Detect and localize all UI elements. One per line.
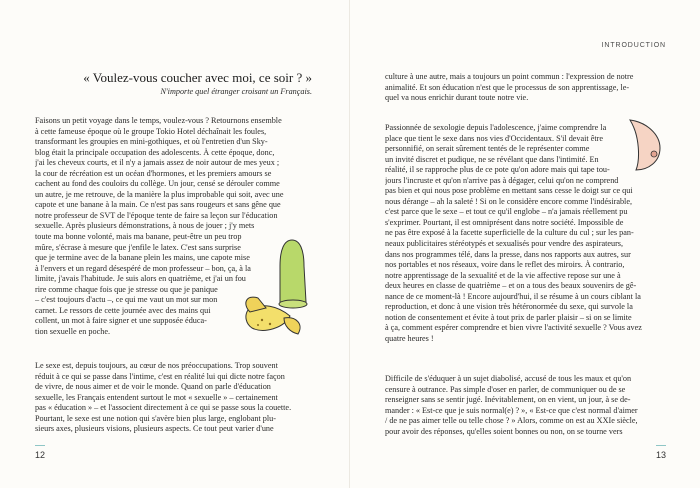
page-number-right: 13 <box>655 450 666 460</box>
banana-condom-illustration <box>240 232 320 342</box>
text-line: notion de consentement et évite à tout prix de parler plaisir – si on se limite <box>385 312 632 322</box>
banana-peel-right <box>284 318 300 334</box>
text-line: / de ne pas aimer telle ou telle chose ? » Alors, comme on est au XXIe siècle, <box>385 416 638 426</box>
text-line: s'exprimer. Pourtant, il est omniprésent dans notre société. Impossible de <box>385 217 624 227</box>
text-line: limite, j'avais l'habitude. Je suis alors en quatrième, et j'ai un fou <box>35 274 246 284</box>
text-line: réduit à ce qui se passe dans l'intime, c'est en réalité lui qui dicte notre façon <box>35 371 285 381</box>
text-line: Faisons un petit voyage dans le temps, voulez-vous ? Retournons ensemble <box>35 116 282 125</box>
condom-shape <box>280 240 306 307</box>
condom-rim <box>279 300 307 308</box>
text-line: cachent au fond des couloirs du collège. Un jour, censé se dérouler comme <box>35 179 280 189</box>
text-line: réalité, il se rapproche plus de ce pote qu'on adore mais qui tape tou- <box>385 165 610 175</box>
right-paragraph-1 <box>385 72 665 104</box>
text-line: place que tient le sexe dans nos vies d'Occidentaux. S'il devait être <box>385 133 604 143</box>
text-line: Difficile de s'éduquer à un sujet diabolisé, accusé de tous les maux et qu'on <box>385 374 632 383</box>
text-line: renseigner sans se sentir jugé. Inévitablement, on en vient, un jour, à se de- <box>385 395 631 405</box>
page-number-accent <box>35 445 45 447</box>
text-line: mander : « Est-ce que je suis normal(e) ? », « Est-ce que c'est normal d'aimer <box>385 405 638 415</box>
text-line: censure à outrance. Pas simple d'oser en parler, de communiquer ou de se <box>385 384 626 394</box>
text-line: jours l'incruste et qu'on n'arrive pas à dégager, celui qu'on ne comprend <box>385 175 619 185</box>
text-line: Pourtant, le sexe est une notion qui s'avère bien plus large, englobant plu- <box>35 413 276 423</box>
text-line: carnet. Le ressors de cette journée avec des mains qui <box>35 305 211 315</box>
text-line: Le sexe est, depuis toujours, au cœur de nos préoccupations. Trop souvent <box>35 361 278 370</box>
text-line: pour avoir des réponses, qu'elles soient bonnes ou non, on se tourne vers <box>385 426 623 436</box>
text-line: sexuelle. Après plusieurs démonstrations, à nous de jouer ; j'y mets <box>35 221 255 231</box>
text-line: blog était la principale occupation des adolescents. À cette époque, donc, <box>35 147 275 157</box>
text-line: toute ma bonne volonté, mais ma banane, peut-être un peu trop <box>35 232 242 242</box>
text-line: de vivre, de nous aimer et de voir le monde. Quand on parle d'éducation <box>35 382 271 392</box>
left-paragraph-2 <box>35 361 315 435</box>
text-line: reproduction, et donc à une vision très hétéronormée du sexe, qui survole la <box>385 302 633 312</box>
page-number-left: 12 <box>35 450 46 460</box>
text-line: quatre heures ! <box>385 333 434 343</box>
text-line: transformant les groupies en mini-gothiques, et où l'entretien d'un Sky- <box>35 137 268 147</box>
text-line: mûre, s'écrase à mesure que j'enfile le latex. C'est sans surprise <box>35 242 241 252</box>
text-line: sexuelle, les Français entendent surtout le mot « sexuelle » – certainement <box>35 392 278 402</box>
text-line: que je termine avec de la banane plein les mains, une capote mise <box>35 253 250 263</box>
text-line: neaux publicitaires stéréotypés et sexualisés pour vendre des aspirateurs, <box>385 239 624 249</box>
breast-illustration <box>626 116 666 178</box>
text-line: personnifié, on serait sûrement tentés de le représenter comme <box>385 144 590 154</box>
text-line: capote et une banane à la main. Ce n'est pas sans rougeurs et sans gêne que <box>35 200 281 210</box>
page-number-accent <box>656 445 666 447</box>
text-line: pas bien et qui nous pose problème en mettant sans cesse le doigt sur ce qui <box>385 186 633 196</box>
right-page <box>350 0 700 488</box>
text-line: pas « éducation » – et l'associent directement à ce qui se passe sous la couette. <box>35 403 292 413</box>
text-line: ne pas être exposé à la facette superficielle de la culture du cul ; sur les pan- <box>385 228 634 238</box>
text-line: animalité. Et son éducation n'est que le processus de son apprentissage, le- <box>385 82 630 92</box>
text-line: à l'envers et un regard désespéré de mon professeur – bon, ça, à la <box>35 263 251 273</box>
text-line: notre professeur de SVT de l'époque tente de faire sa leçon sur l'éducation <box>35 210 278 220</box>
text-line: tion sexuelle en poche. <box>35 326 111 336</box>
right-paragraph-3 <box>385 374 665 437</box>
text-line: Passionnée de sexologie depuis l'adolescence, j'aime comprendre la <box>385 123 607 132</box>
breast-shape <box>630 120 660 170</box>
text-line: quel va nous enrichir durant toute notre vie. <box>385 93 529 103</box>
text-line: dans nos programmes télé, dans la presse, dans nos rapports aux autres, sur <box>385 249 631 259</box>
text-line: nos portables et nos réseaux, voire dans le reflet des miroirs. À contrario, <box>385 260 625 270</box>
text-line: j'ai les cheveux courts, et il n'y a jamais assez de noir autour de mes yeux ; <box>35 158 280 168</box>
text-line: notre apprentissage de la sexualité et de la vie affective repose sur une à <box>385 270 621 280</box>
running-header: INTRODUCTION <box>601 42 666 49</box>
text-line: – c'est toujours d'actu –, ce qui me vaut un mot sur mon <box>35 295 218 305</box>
text-line: un autre, je me retrouve, de la manière la plus improbable qui soit, avec une <box>35 189 284 199</box>
text-line: à cette fameuse époque où le groupe Tokio Hotel déchaînait les foules, <box>35 126 267 136</box>
text-line: rire comme chaque fois que je stresse ou que je panique <box>35 284 218 294</box>
text-line: nance de ce moment-là ! Encore aujourd'hui, il se résume à un cours ciblant la <box>385 291 641 301</box>
text-line: deux heures en classe de quatrième – et on a tous des beaux souvenirs de gê- <box>385 281 637 291</box>
nipple <box>651 151 657 157</box>
text-line: nous dérange – ah la saleté ! Si on le considère encore comme l'indésirable, <box>385 196 633 206</box>
text-line: collent, un mot à faire signer et une supposée éduca- <box>35 316 207 326</box>
right-paragraph-2 <box>385 123 665 344</box>
text-line: un invité discret et pudique, ne se révélant que dans l'intimité. En <box>385 154 599 164</box>
chapter-subtitle: N'importe quel étranger croisant un Français. <box>160 87 312 96</box>
text-line: la cour de récréation est un océan d'hormones, et les premiers amours se <box>35 168 272 178</box>
text-line: c'est parce que le sexe – et tout ce qu'il englobe – n'a jamais réellement pu <box>385 207 628 217</box>
chapter-title: « Voulez-vous coucher avec moi, ce soir ? » <box>83 70 312 85</box>
text-line: à ça, comment espérer comprendre et bien vivre l'activité sexuelle ? Vous avez <box>385 323 642 333</box>
text-line: sieurs axes, plusieurs visions, plusieurs aspects. Ce tout peut varier d'une <box>35 424 274 434</box>
text-line: culture à une autre, mais a toujours un point commun : l'expression de notre <box>385 72 634 81</box>
